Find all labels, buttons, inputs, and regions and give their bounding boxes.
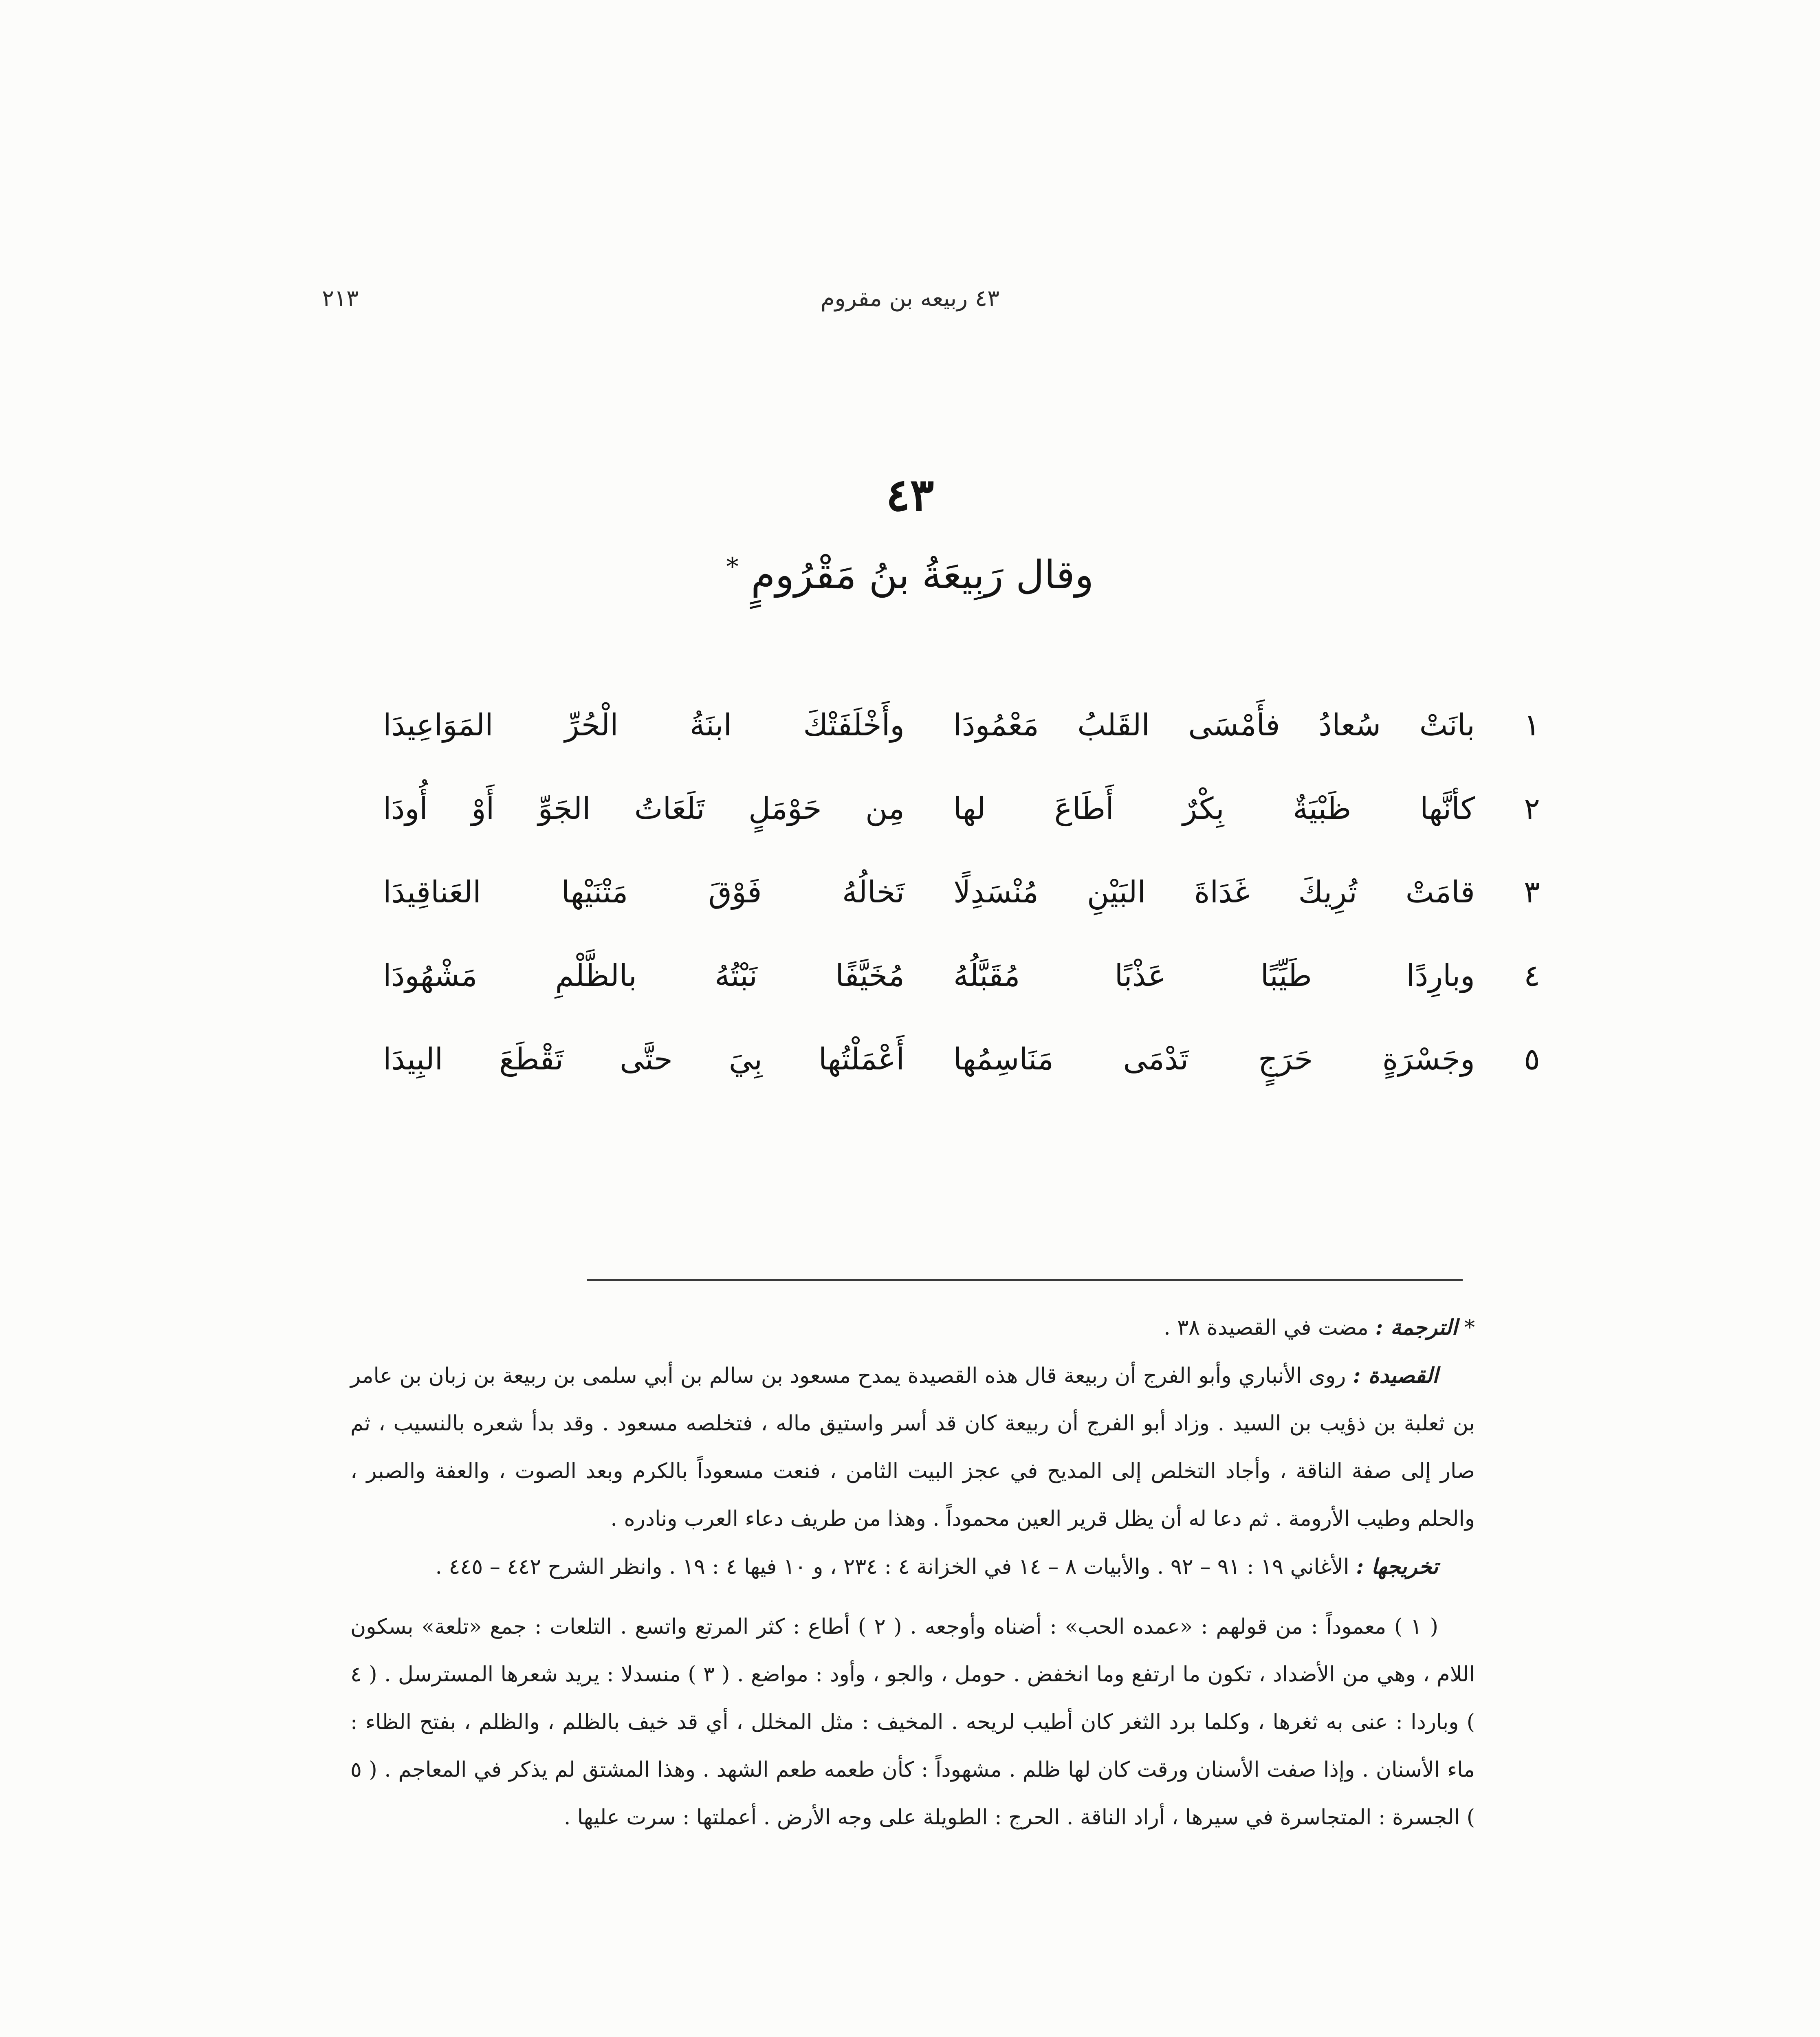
- note-label: القصيدة :: [1353, 1363, 1438, 1388]
- note-text: مضت في القصيدة ٣٨ .: [1164, 1315, 1369, 1340]
- verse-line: [367, 1027, 1548, 1110]
- verse-second-hemistich: مُخَيَّفًا نَبْتُهُ بالظَّلْمِ مَشْهُودَا: [383, 958, 904, 993]
- verse-first-hemistich: وجَسْرَةٍ حَرَجٍ تَدْمَى مَنَاسِمُها: [953, 1042, 1475, 1077]
- verse-second-hemistich: وأَخْلَفَتْكَ ابنَةُ الْحُرِّ المَوَاعِيدَا: [383, 708, 904, 743]
- footnote-marker: *: [1464, 1315, 1475, 1340]
- verse-number: ٤: [1524, 958, 1540, 993]
- footnote-marker: *: [726, 552, 739, 581]
- verse-line: [367, 943, 1548, 1027]
- verse-first-hemistich: وبارِدًا طَيِّبًا عَذْبًا مُقَبَّلُهُ: [953, 958, 1475, 993]
- verse-first-hemistich: كأنَّها ظَبْيَةٌ بِكْرٌ أَطَاعَ لها: [953, 791, 1475, 826]
- verse-second-hemistich: مِن حَوْمَلٍ تَلَعَاتُ الجَوِّ أَوْ أُودَا: [383, 791, 904, 826]
- note-glosses: ( ١ ) معموداً : من قولهم : «عمده الحب» : أضناه وأوجعه . ( ٢ ) أطاع : كثر المرتع واتسع . التلعات : جمع «تلعة» بسكون اللام ، وهي من الأضداد ، تكون ما ارتفع وما انخفض . حومل ، والجو ، وأود : مواضع . ( ٣ ) منسدلا : يريد شعرها المسترسل . ( ٤ ) وباردا : عنى به ثغرها ، وكلما برد الثغر كان أطيب لريحه . المخيف : مثل المخلل ، أي قد خيف بالظلم ، والظلم ، بفتح الظاء : ماء الأسنان . وإذا صفت الأسنان ورقت كان لها ظلم . مشهوداً : كأن طعمه طعم الشهد . وهذا المشتق لم يذكر في المعاجم . ( ٥ ) الجسرة : المتجاسرة في سيرها ، أراد الناقة . الحرج : الطويلة على وجه الأرض . أعملتها : سرت عليها .: [350, 1615, 1475, 1830]
- verse-number: ٣: [1524, 875, 1540, 910]
- verse-number: ١: [1524, 708, 1540, 743]
- verse-second-hemistich: أَعْمَلْتُها بِيَ حتَّى تَقْطَعَ البِيدَا: [383, 1042, 904, 1077]
- note-takhrij: [350, 1543, 1475, 1591]
- verse-second-hemistich: تَخالُهُ فَوْقَ مَتْنَيْها العَناقِيدَا: [383, 875, 904, 910]
- running-title: ٤٣ ربيعه بن مقروم: [820, 285, 1000, 312]
- verse-first-hemistich: بانَتْ سُعادُ فأَمْسَى القَلبُ مَعْمُودَا: [953, 708, 1475, 743]
- note-qasida: [350, 1352, 1475, 1543]
- note-text: روى الأنباري وأبو الفرج أن ربيعة قال هذه القصيدة يمدح مسعود بن سالم بن أبي سلمى بن ربيعة بن زبان بن عامر بن ثعلبة بن ذؤيب بن السيد . وزاد أبو الفرج أن ربيعة كان قد أسر واستيق ماله ، فتخلصه مسعود . وقد بدأ شعره بالنسيب ، ثم صار إلى صفة الناقة ، وأجاد التخلص إلى المديح في عجز البيت الثامن ، فنعت مسعوداً بالكرم وبعد الصوت ، والعفة والصبر ، والحلم وطيب الأرومة . ثم دعا له أن يظل قرير العين محموداً . وهذا من طريف دعاء العرب ونادره .: [350, 1364, 1475, 1531]
- poem-heading: [0, 552, 1820, 598]
- verse-line: [367, 693, 1548, 776]
- note-translation: [350, 1304, 1475, 1352]
- poem-number: ٤٣: [886, 469, 934, 521]
- footnotes: [350, 1304, 1475, 1841]
- footnote-divider: [587, 1279, 1463, 1281]
- verse-line: [367, 776, 1548, 860]
- verse-line: [367, 860, 1548, 943]
- verse-number: ٥: [1524, 1042, 1540, 1077]
- verse-number: ٢: [1524, 791, 1540, 826]
- note-label: الترجمة :: [1375, 1315, 1458, 1340]
- verses: [367, 693, 1548, 1110]
- page-number: ٢١٣: [322, 285, 359, 312]
- note-text: الأغاني ١٩ : ٩١ – ٩٢ . والأبيات ٨ – ١٤ في الخزانة ٤ : ٢٣٤ ، و ١٠ فيها ٤ : ١٩ . وانظر الشرح ٤٤٢ – ٤٤٥ .: [435, 1555, 1349, 1579]
- verse-first-hemistich: قامَتْ تُرِيكَ غَدَاةَ البَيْنِ مُنْسَدِلًا: [953, 875, 1475, 910]
- poem-heading-text: وقال رَبِيعَةُ بنُ مَقْرُومٍ: [751, 552, 1094, 598]
- note-label: تخريجها :: [1356, 1554, 1438, 1579]
